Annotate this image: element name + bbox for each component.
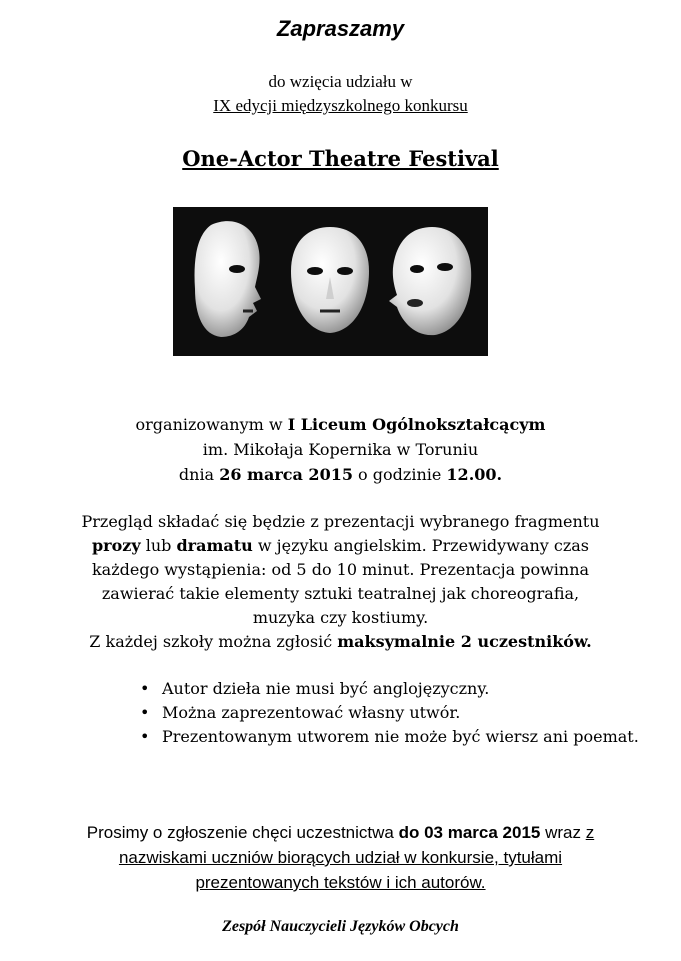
headline: Zapraszamy [276,16,405,41]
description-line-6 [0,630,681,654]
organizer-info [0,412,681,487]
invite-line-2 [0,96,681,116]
event-time: 12.00. [446,465,503,484]
rule-item: • Autor dzieła nie musi być anglojęzyczny. [136,677,656,701]
rule-item: • Prezentowanym utworem nie może być wiersz ani poemat. [136,725,656,749]
request-line-1 [0,820,681,845]
festival-title [0,146,681,171]
registration-request [0,820,681,895]
invite-line-1: do wzięcia udziału w [268,72,413,91]
contest-edition: IX edycji międzyszkolnego konkursu [213,96,468,115]
description-line-1: Przegląd składać się będzie z prezentacji wybranego fragmentu [81,512,600,531]
description-line-3: każdego wystąpienia: od 5 do 10 minut. Prezentacja powinna [91,560,590,579]
organizer-prefix: organizowanym w [135,415,288,434]
festival-title-text: One-Actor Theatre Festival [182,146,499,171]
mask-left [195,221,261,337]
request-prefix: Prosimy o zgłoszenie chęci uczestnictwa [86,823,399,842]
theatre-masks-image [173,207,488,356]
request-line-2: nazwiskami uczniów biorących udział w konkursie, tytułami [118,848,563,867]
date-line [0,462,681,487]
prose-word: prozy [91,536,141,555]
organizer-line-2: im. Mikołaja Kopernika w Toruniu [202,440,479,459]
date-prefix: dnia [178,465,220,484]
description-line-5: muzyka czy kostiumy. [252,608,429,627]
description-line-2-rest: w języku angielskim. Przewidywany czas [252,536,590,555]
school-name: I Liceum Ogólnokształcącym [287,415,546,434]
mask-right [389,227,471,335]
description [0,510,681,654]
signature: Zespół Nauczycieli Języków Obcych [222,918,459,935]
rule-item: • Można zaprezentować własny utwór. [136,701,656,725]
rules-list [136,677,656,749]
registration-deadline: do 03 marca 2015 [398,823,541,842]
request-line-3: prezentowanych tekstów i ich autorów. [195,873,486,892]
limit-prefix: Z każdej szkoły można zgłosić [89,632,338,651]
request-mid: wraz [540,823,586,842]
masks-illustration [173,207,488,356]
mask-center [291,227,369,333]
drama-word: dramatu [176,536,253,555]
request-underlined-start: z [585,823,595,842]
time-prefix: o godzinie [352,465,447,484]
participant-limit: maksymalnie 2 uczestników. [337,632,592,651]
event-date: 26 marca 2015 [219,465,353,484]
description-or: lub [140,536,177,555]
description-line-4: zawierać takie elementy sztuki teatralnej jak choreografia, [101,584,580,603]
description-line-2 [0,534,681,558]
organizer-line-1 [0,412,681,437]
